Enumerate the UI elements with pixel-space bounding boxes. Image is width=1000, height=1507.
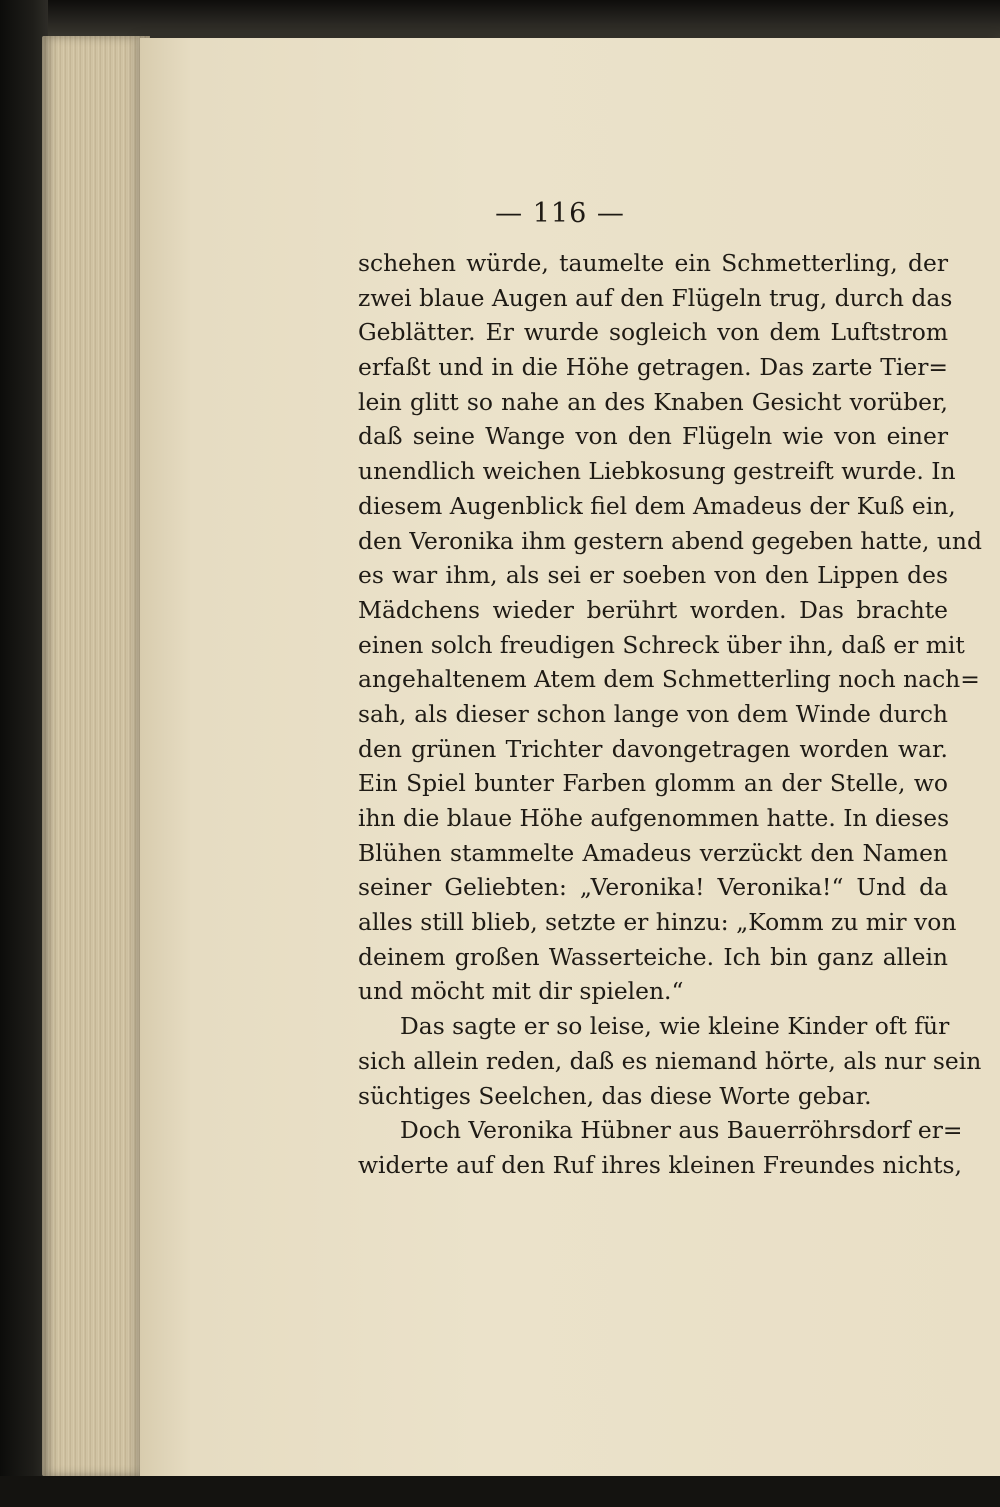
text-line: diesem Augenblick fiel dem Amadeus der Kuß ein,: [358, 491, 956, 520]
text-line: unendlich weichen Liebkosung gestreift wurde. In: [358, 457, 956, 486]
top-binding-edge: [0, 0, 1000, 40]
text-line: widerte auf den Ruf ihres kleinen Freundes nichts,: [358, 1150, 962, 1179]
text-line: deinem großen Wasserteiche. Ich bin ganz allein: [358, 942, 948, 971]
text-line: Das sagte er so leise, wie kleine Kinder oft für: [400, 1012, 950, 1041]
text-line: Blühen stammelte Amadeus verzückt den Namen: [358, 838, 948, 867]
text-line: schehen würde, taumelte ein Schmetterling, der: [358, 249, 948, 277]
page-stack-edges: [42, 36, 150, 1476]
text-line: den Veronika ihm gestern abend gegeben hatte, und: [358, 526, 982, 555]
text-line: seiner Geliebten: „Veronika! Veronika!“ Und da: [358, 873, 948, 902]
text-line: zwei blaue Augen auf den Flügeln trug, durch das: [358, 283, 953, 312]
text-line: es war ihm, als sei er soeben von den Lippen des: [358, 561, 948, 590]
text-line: Geblätter. Er wurde sogleich von dem Luftstrom: [358, 318, 948, 347]
text-line: ihn die blaue Höhe aufgenommen hatte. In dieses: [358, 804, 950, 832]
text-line: Doch Veronika Hübner aus Bauerröhrsdorf er=: [400, 1116, 963, 1145]
text-line: angehaltenem Atem dem Schmetterling noch nach=: [358, 665, 980, 694]
text-line: einen solch freudigen Schreck über ihn, daß er mit: [358, 630, 965, 659]
page-number: — 116 —: [495, 198, 625, 229]
text-line: süchtiges Seelchen, das diese Worte gebar.: [358, 1081, 872, 1110]
text-line: den grünen Trichter davongetragen worden war.: [358, 734, 948, 763]
text-line: erfaßt und in die Höhe getragen. Das zarte Tier=: [358, 353, 948, 382]
text-line: sah, als dieser schon lange von dem Winde durch: [358, 699, 948, 728]
book-cover-edge: [0, 0, 48, 1507]
text-line: daß seine Wange von den Flügeln wie von einer: [358, 422, 948, 451]
text-line: Mädchens wieder berührt worden. Das brachte: [358, 595, 948, 624]
body-text: [358, 246, 982, 1183]
text-line: lein glitt so nahe an des Knaben Gesicht vorüber,: [358, 387, 948, 416]
text-line: und möcht mit dir spielen.“: [358, 977, 684, 1006]
text-line: alles still blieb, setzte er hinzu: „Komm zu mir von: [358, 908, 957, 937]
text-line: Ein Spiel bunter Farben glomm an der Stelle, wo: [358, 769, 948, 798]
text-line: sich allein reden, daß es niemand hörte, als nur sein: [358, 1046, 982, 1075]
bottom-edge: [0, 1476, 1000, 1507]
